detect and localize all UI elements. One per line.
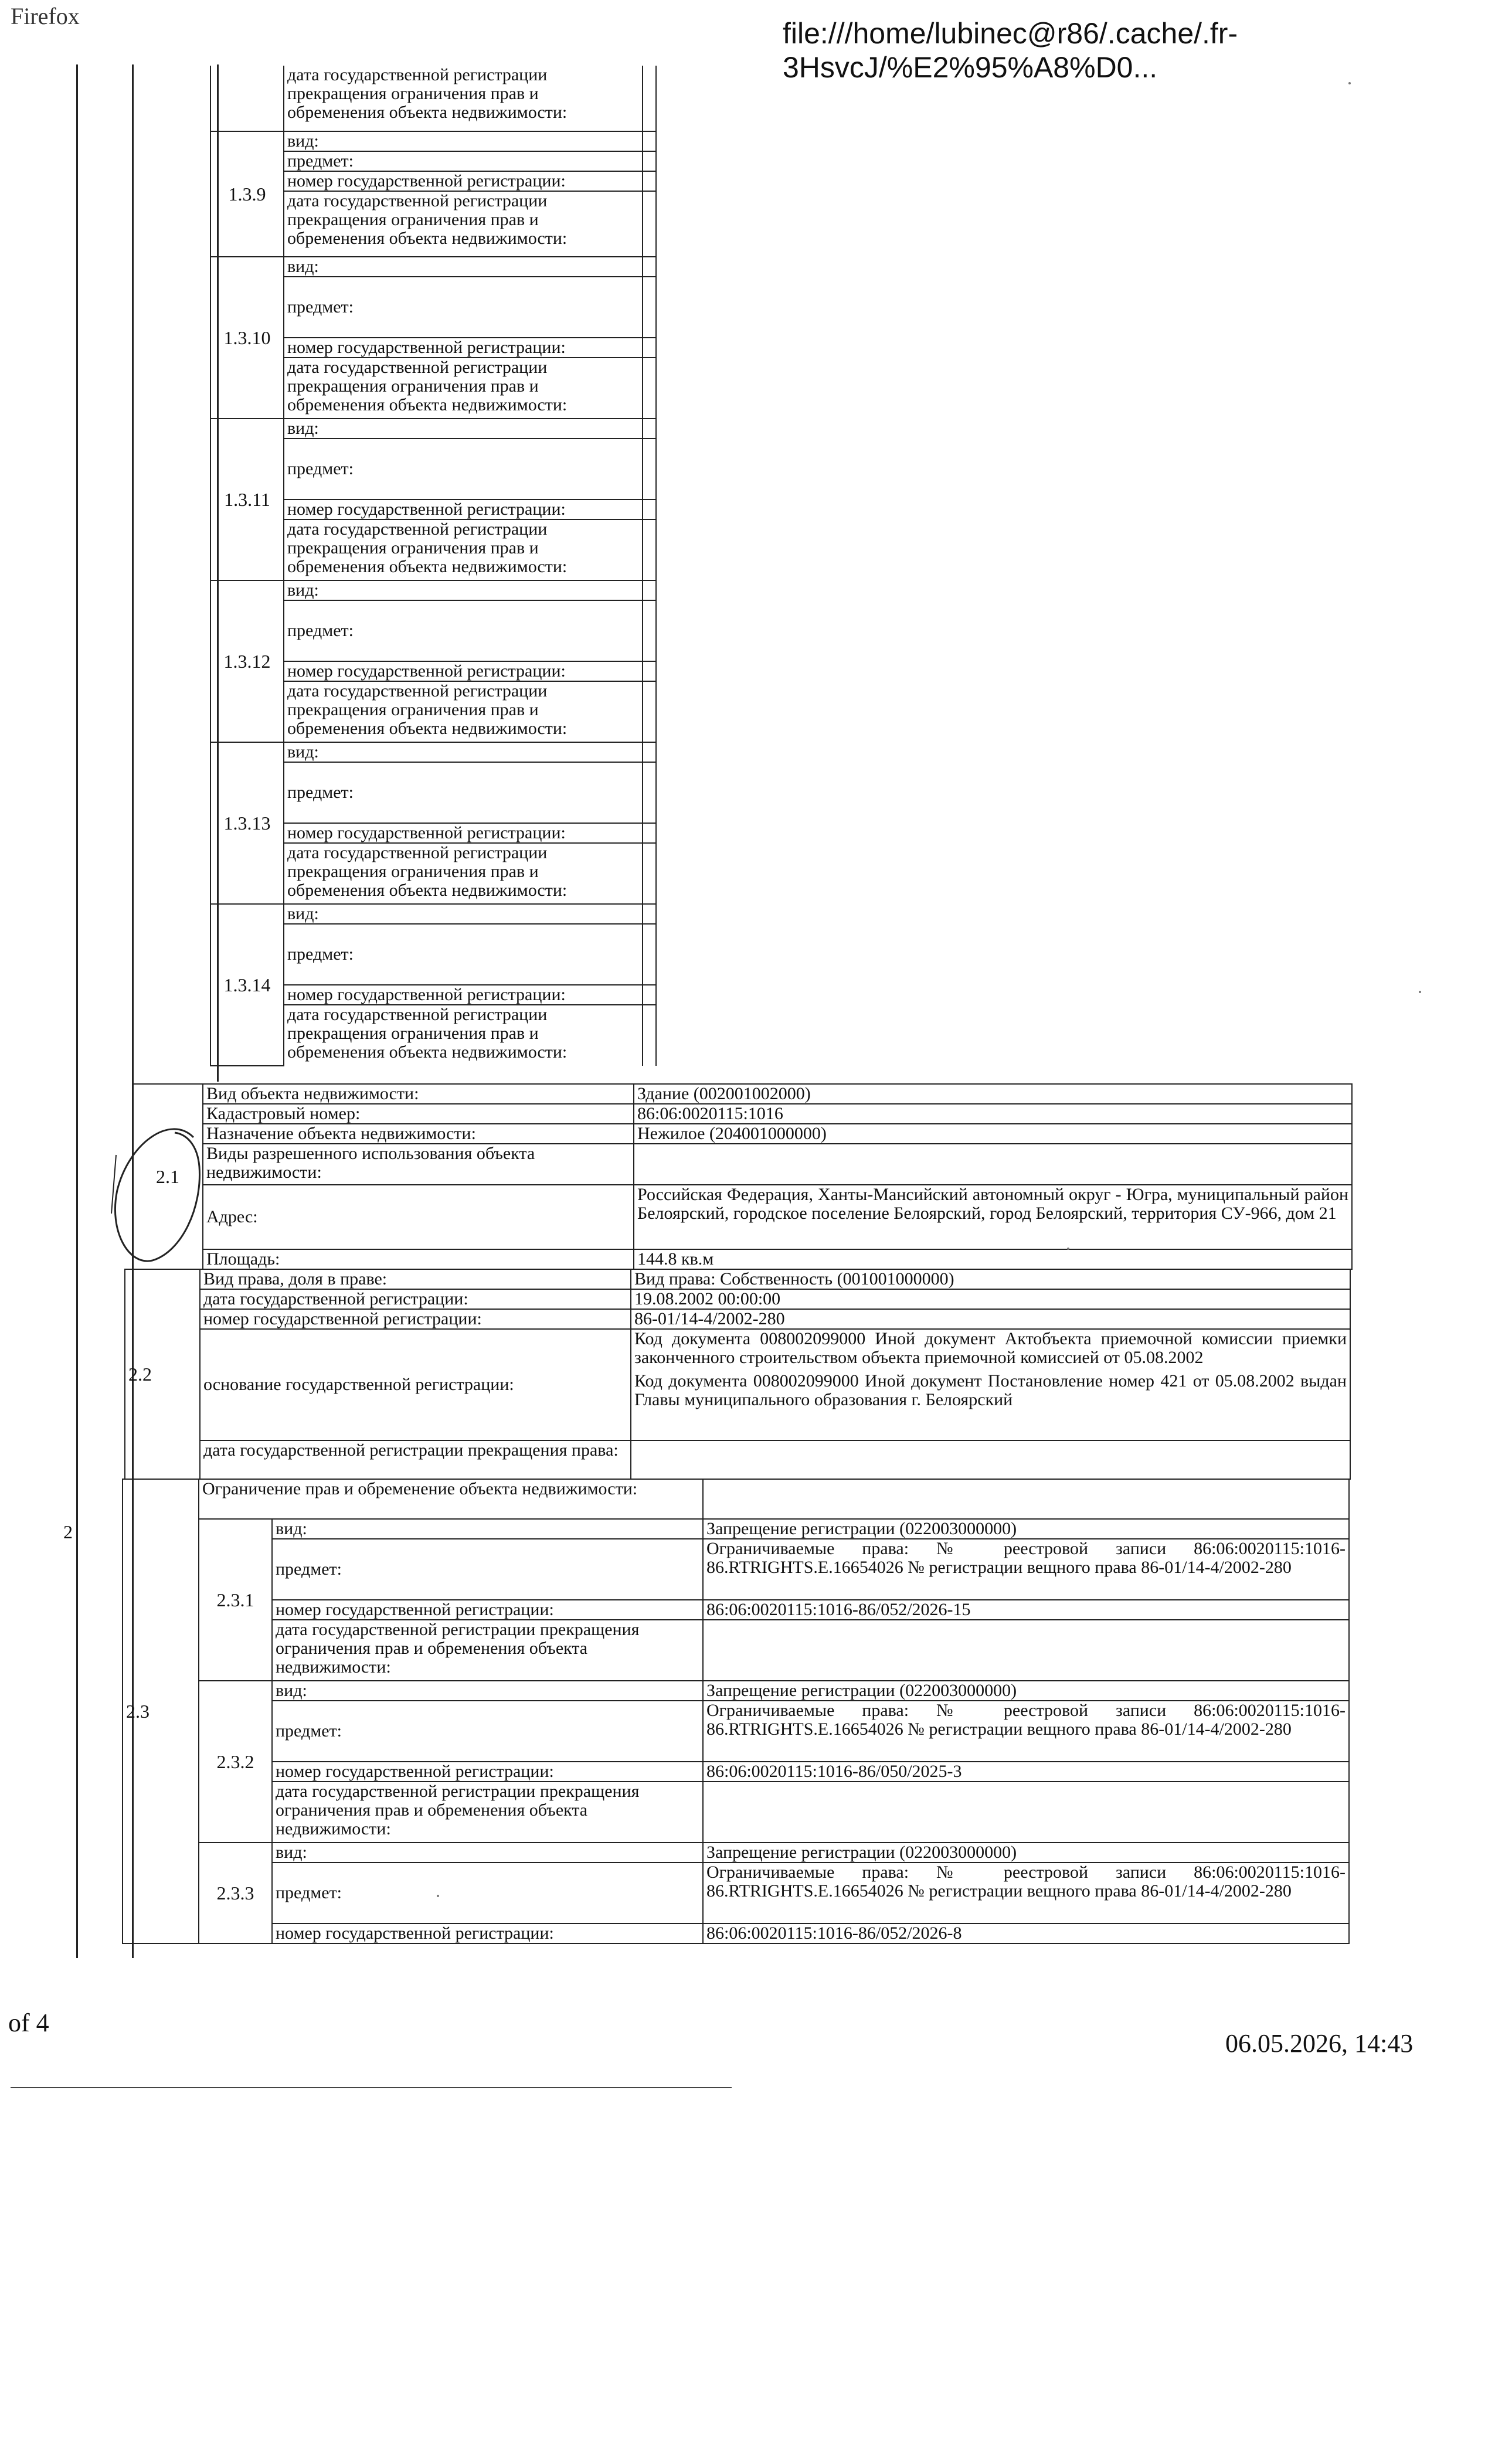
- rights-table: [124, 1269, 1351, 1480]
- registration-number-label: номер государственной регистрации:: [284, 661, 643, 681]
- registration-termination-date-label: дата государственной регистрации прекращения ограничения прав и обременения объекта недвижимости:: [272, 1620, 703, 1681]
- encumbrance-type-label: вид:: [272, 1843, 703, 1863]
- registration-termination-date-label: дата государственной регистрации прекращения ограничения прав и обременения объекта недвижимости:: [284, 1005, 643, 1066]
- subject-label: предмет:: [284, 151, 643, 171]
- subject-value: Ограничиваемые права: № реестровой записи 86:06:0020115:1016-86.RTRIGHTS.E.16654026 № регистрации вещного права 86-01/14-4/2002-280: [703, 1863, 1349, 1923]
- outer-border-left: [76, 64, 78, 1958]
- registration-number-value: 86-01/14-4/2002-280: [631, 1309, 1350, 1329]
- item-number-2-3-1: 2.3.1: [199, 1519, 272, 1681]
- subject-label: предмет:: [272, 1863, 703, 1923]
- registration-number-value: 86:06:0020115:1016-86/050/2025-3: [703, 1762, 1349, 1782]
- registration-termination-date-label: дата государственной регистрации прекращения ограничения прав и обременения объекта недвижимости:: [284, 66, 643, 131]
- item-number-1-3-9: 1.3.9: [210, 131, 284, 257]
- subject-label: предмет:: [272, 1539, 703, 1600]
- scan-speck: [1067, 1248, 1069, 1250]
- registration-basis-value: [631, 1329, 1350, 1440]
- registration-number-label: номер государственной регистрации:: [284, 338, 643, 358]
- registration-number-label: номер государственной регистрации:: [272, 1923, 703, 1943]
- encumbrance-type-label: вид:: [272, 1519, 703, 1539]
- restrictions-table: [122, 1479, 1350, 1944]
- registration-number-label: номер государственной регистрации:: [284, 985, 643, 1005]
- permitted-use-label: Виды разрешенного использования объекта недвижимости:: [203, 1144, 634, 1185]
- item-number-1-3-12: 1.3.12: [210, 580, 284, 742]
- subject-label: предмет:: [284, 600, 643, 661]
- encumbrance-type-label: вид:: [284, 131, 643, 151]
- subsection-number-2-3: 2.3: [123, 1479, 199, 1943]
- encumbrance-type-label: вид:: [284, 742, 643, 762]
- subject-label: предмет:: [284, 762, 643, 823]
- encumbrance-type-value: Запрещение регистрации (022003000000): [703, 1681, 1349, 1701]
- registration-termination-date-label: дата государственной регистрации прекращения ограничения прав и обременения объекта недвижимости:: [272, 1782, 703, 1843]
- cadastral-number-value: 86:06:0020115:1016: [634, 1104, 1352, 1124]
- object-characteristics-table: [132, 1083, 1353, 1270]
- encumbrance-type-label: вид:: [284, 580, 643, 600]
- scan-speck: [1348, 82, 1351, 84]
- registration-number-label: номер государственной регистрации:: [272, 1762, 703, 1782]
- object-type-label: Вид объекта недвижимости:: [203, 1084, 634, 1104]
- scan-speck: [437, 1895, 439, 1897]
- subject-label: предмет:: [284, 924, 643, 985]
- object-purpose-value: Нежилое (204001000000): [634, 1124, 1352, 1144]
- registration-number-label: номер государственной регистрации:: [284, 171, 643, 191]
- encumbrance-type-value: Запрещение регистрации (022003000000): [703, 1519, 1349, 1539]
- item-number-1-3-10: 1.3.10: [210, 257, 284, 419]
- page-url: file:///home/lubinec@r86/.cache/.fr-3HsvcJ/%E2%95%A8%D0...: [783, 17, 1238, 84]
- permitted-use-value: [634, 1144, 1352, 1185]
- registration-termination-date-label: дата государственной регистрации прекращения ограничения прав и обременения объекта недвижимости:: [284, 519, 643, 580]
- encumbrance-type-value: Запрещение регистрации (022003000000): [703, 1843, 1349, 1863]
- encumbrance-type-label: вид:: [284, 904, 643, 924]
- object-type-value: Здание (002001002000): [634, 1084, 1352, 1104]
- registration-date-label: дата государственной регистрации:: [200, 1289, 631, 1309]
- item-number-2-3-3: 2.3.3: [199, 1843, 272, 1943]
- encumbrance-type-label: вид:: [284, 419, 643, 439]
- subject-label: предмет:: [284, 277, 643, 338]
- subject-value: Ограничиваемые права: № реестровой записи 86:06:0020115:1016-86.RTRIGHTS.E.16654026 № регистрации вещного права 86-01/14-4/2002-280: [703, 1539, 1349, 1600]
- item-number-1-3-14: 1.3.14: [210, 904, 284, 1066]
- section-number-2: 2: [63, 1521, 73, 1542]
- right-type-value: Вид права: Собственность (001001000000): [631, 1269, 1350, 1289]
- registration-number-label: номер государственной регистрации:: [200, 1309, 631, 1329]
- registration-number-value: 86:06:0020115:1016-86/052/2026-8: [703, 1923, 1349, 1943]
- object-purpose-label: Назначение объекта недвижимости:: [203, 1124, 634, 1144]
- item-number-2-3-2: 2.3.2: [199, 1681, 272, 1843]
- registration-number-label: номер государственной регистрации:: [284, 823, 643, 843]
- registration-basis-document-1: Код документа 008002099000 Иной документ Актобъекта приемочной комиссии приемки законченного строительством объекта приемочной комиссией от 05.08.2002: [634, 1329, 1347, 1367]
- encumbrance-type-label: вид:: [272, 1681, 703, 1701]
- right-type-label: Вид права, доля в праве:: [200, 1269, 631, 1289]
- footer-rule: [11, 2087, 732, 2088]
- registration-basis-label: основание государственной регистрации:: [200, 1329, 631, 1440]
- subject-label: предмет:: [272, 1701, 703, 1762]
- subsection-number-2-2: 2.2: [125, 1269, 200, 1479]
- scan-speck: [1419, 991, 1421, 993]
- item-number-1-3-11: 1.3.11: [210, 419, 284, 580]
- restrictions-title: Ограничение прав и обременение объекта недвижимости:: [199, 1479, 703, 1519]
- registration-basis-document-2: Код документа 008002099000 Иной документ Постановление номер 421 от 05.08.2002 выдан Главы муниципального образования г. Белоярский: [634, 1371, 1347, 1409]
- registration-number-label: номер государственной регистрации:: [284, 499, 643, 519]
- subject-value: Ограничиваемые права: № реестровой записи 86:06:0020115:1016-86.RTRIGHTS.E.16654026 № регистрации вещного права 86-01/14-4/2002-280: [703, 1701, 1349, 1762]
- subject-label: предмет:: [284, 439, 643, 499]
- right-termination-date-value: [631, 1440, 1350, 1479]
- area-value: 144.8 кв.м: [634, 1249, 1352, 1269]
- encumbrance-type-label: вид:: [284, 257, 643, 277]
- registration-number-value: 86:06:0020115:1016-86/052/2026-15: [703, 1600, 1349, 1620]
- print-datetime: 06.05.2026, 14:43: [1225, 2029, 1414, 2058]
- right-termination-date-label: дата государственной регистрации прекращения права:: [200, 1440, 631, 1479]
- subsection-number-2-1: 2.1: [132, 1084, 203, 1269]
- handdrawn-circle-annotation: [106, 1120, 211, 1272]
- registration-termination-date-label: дата государственной регистрации прекращения ограничения прав и обременения объекта недвижимости:: [284, 681, 643, 742]
- item-number-1-3-13: 1.3.13: [210, 742, 284, 904]
- cadastral-number-label: Кадастровый номер:: [203, 1104, 634, 1124]
- page-counter: of 4: [8, 2008, 49, 2037]
- registration-number-label: номер государственной регистрации:: [272, 1600, 703, 1620]
- area-label: Площадь:: [203, 1249, 634, 1269]
- registration-termination-date-label: дата государственной регистрации прекращения ограничения прав и обременения объекта недвижимости:: [284, 191, 643, 257]
- registration-date-value: 19.08.2002 00:00:00: [631, 1289, 1350, 1309]
- browser-name-fragment: Firefox: [11, 3, 80, 29]
- address-value: Российская Федерация, Ханты-Мансийский автономный округ - Югра, муниципальный район Белоярский, городское поселение Белоярский, город Белоярский, территория СУ-966, дом 21: [634, 1185, 1352, 1249]
- registration-termination-date-label: дата государственной регистрации прекращения ограничения прав и обременения объекта недвижимости:: [284, 358, 643, 419]
- section-1-restrictions-table: [210, 66, 657, 1066]
- address-label: Адрес:: [203, 1185, 634, 1249]
- registration-termination-date-label: дата государственной регистрации прекращения ограничения прав и обременения объекта недвижимости:: [284, 843, 643, 904]
